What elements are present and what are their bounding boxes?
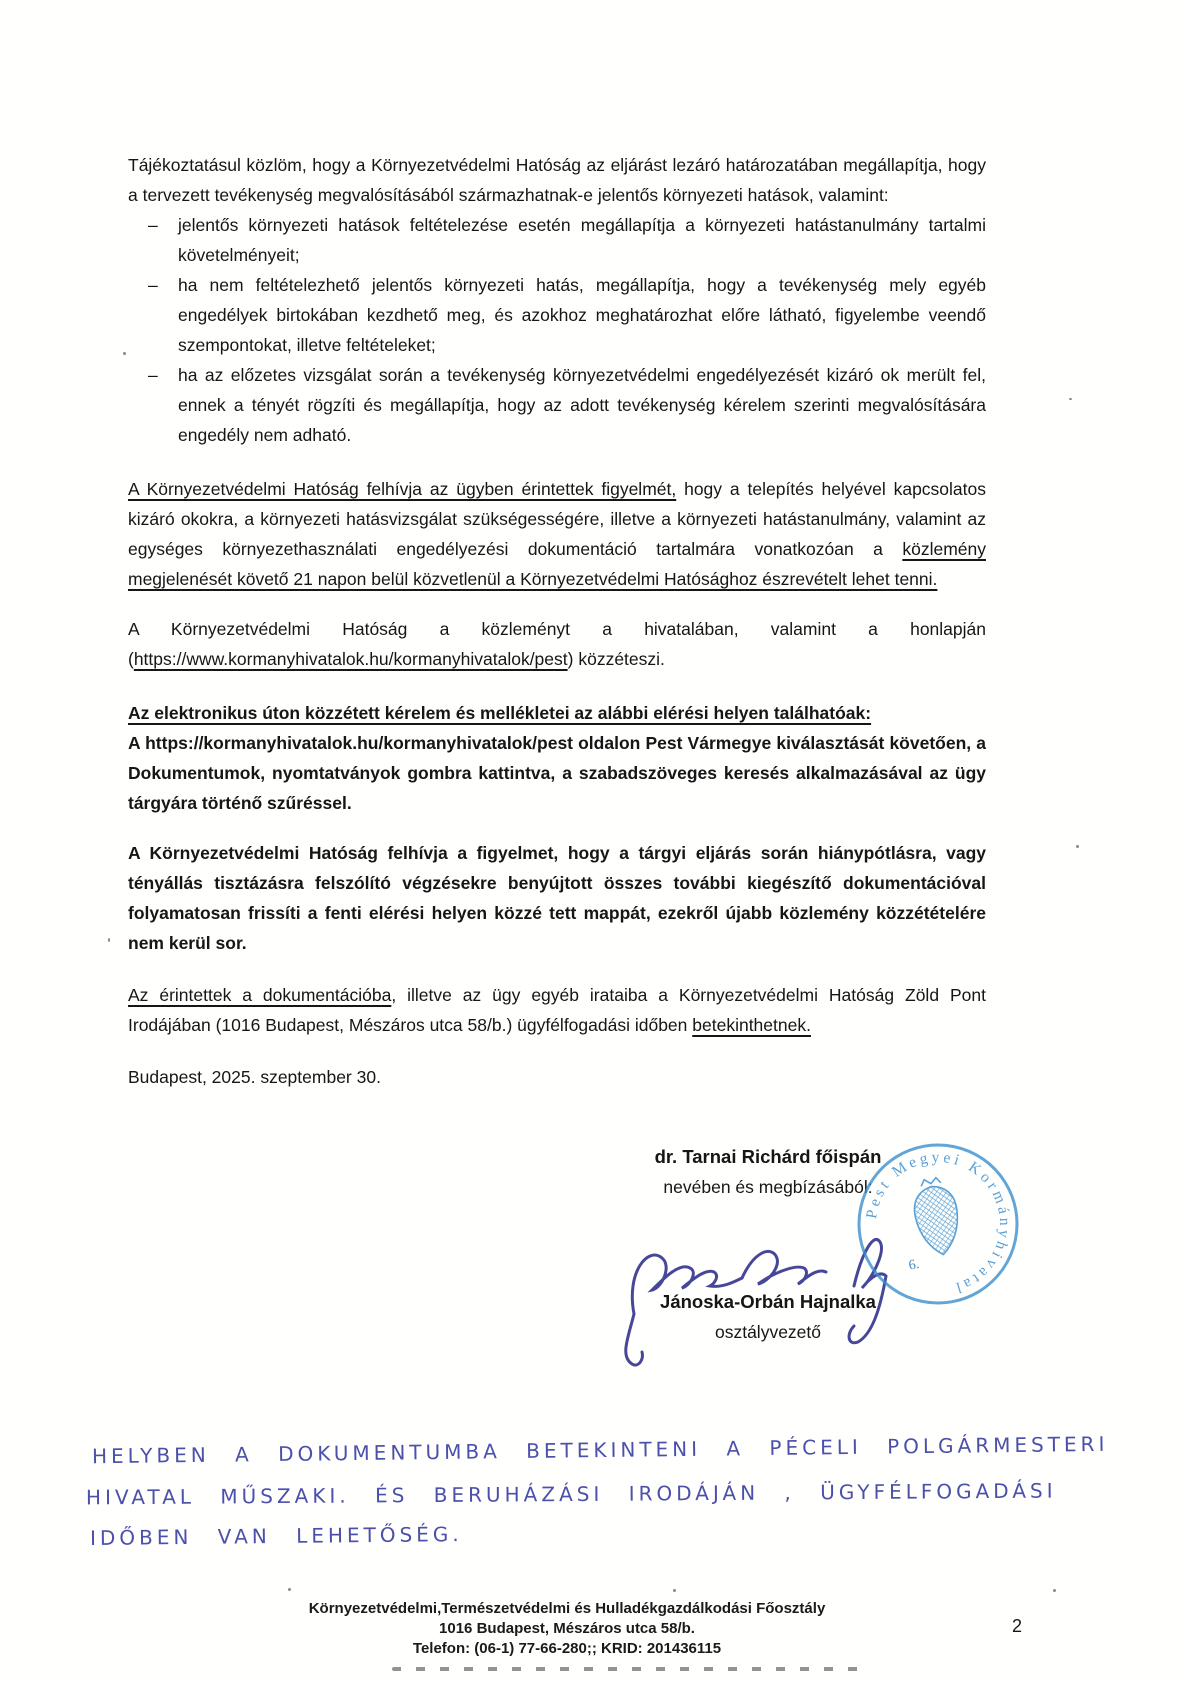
plain-text: A Környezetvédelmi Hatóság a közleményt a hivatalában, valamint a honlapján ( bbox=[128, 619, 986, 669]
handwritten-note-line: HELYBEN A DOKUMENTUMBA BETEKINTENI A PÉCELI POLGÁRMESTERI bbox=[91, 1431, 1109, 1469]
scan-speck bbox=[1053, 1589, 1056, 1592]
url-text: https://www.kormanyhivatalok.hu/kormanyhivatalok/pest bbox=[133, 649, 568, 669]
list-item bbox=[128, 210, 986, 270]
official-stamp bbox=[827, 1113, 1049, 1335]
clipped-footer-line bbox=[392, 1667, 862, 1671]
notice-paragraph bbox=[128, 474, 986, 594]
stamp-ring-text: Pest Megyei Kormányhivatal bbox=[863, 1148, 1014, 1297]
publish-paragraph bbox=[128, 614, 986, 674]
underlined-text: betekinthetnek. bbox=[692, 1015, 811, 1035]
plain-text: hogy a telepítés helyével kapcsolatos kizáró okokra, a környezeti hatásvizsgálat szükségességére, illetve a környezeti hatástanulmány, valamint az egységes környezethasználati engedélyezési dokumentáció tartalmára vonatkozóan a bbox=[128, 479, 986, 559]
list-item bbox=[128, 270, 986, 360]
handwritten-note-line: IDŐBEN VAN LEHETŐSÉG. bbox=[89, 1522, 463, 1550]
scan-speck bbox=[108, 938, 110, 942]
scan-speck bbox=[1076, 845, 1079, 848]
footer-department: Környezetvédelmi,Természetvédelmi és Hulladékgazdálkodási Főosztály bbox=[308, 1600, 826, 1617]
scan-speck bbox=[673, 1589, 676, 1592]
letter-body bbox=[128, 150, 986, 1092]
bullet-text: ha nem feltételezhető jelentős környezeti hatás, megállapítja, hogy a tevékenység mely egyéb engedélyek birtokában kezdhető meg, és azokhoz meghatározhat előre látható, figyelembe veendő szempontokat, illetve feltételeket; bbox=[178, 275, 986, 355]
scan-speck bbox=[288, 1588, 291, 1591]
electronic-section-body: A https://kormanyhivatalok.hu/kormanyhivatalok/pest oldalon Pest Vármegye kiválasztását követően, a Dokumentumok, nyomtatványok gombra kattintva, a szabadszöveges keresés alkalmazásával az ügy tárgyára történő szűréssel. bbox=[128, 733, 986, 813]
warning-paragraph: A Környezetvédelmi Hatóság felhívja a figyelmet, hogy a tárgyi eljárás során hiánypótlásra, vagy tényállás tisztázásra felszólító végzésekre benyújtott összes további kiegészítő dokumentációval folyamatosan frissíti a fenti elérési helyen közzé tett mappát, ezekről újabb közlemény közzétételére nem kerül sor. bbox=[128, 843, 986, 953]
scan-speck bbox=[1069, 398, 1072, 400]
intro-paragraph: Tájékoztatásul közlöm, hogy a Környezetvédelmi Hatóság az eljárást lezáró határozatában megállapítja, hogy a tervezett tevékenység megvalósításából származhatnak-e jelentős környezeti hatások, valamint: bbox=[128, 155, 986, 205]
on-behalf-text: nevében és megbízásából: bbox=[663, 1177, 873, 1197]
footer-block bbox=[0, 1599, 1162, 1659]
bullet-text: ha az előzetes vizsgálat során a tevékenység környezetvédelmi engedélyezését kizáró ok merült fel, ennek a tényét rögzíti és megállapítja, hogy az adott tevékenység kérelem szerinti megvalósítására engedély nem adható. bbox=[178, 365, 986, 445]
stamp-number: 6. bbox=[907, 1256, 921, 1274]
stamp-coat-of-arms bbox=[909, 1175, 964, 1258]
bullet-dash: – bbox=[148, 215, 158, 235]
signer-title: osztályvezető bbox=[714, 1322, 822, 1342]
principal-name: dr. Tarnai Richárd főispán bbox=[654, 1146, 882, 1167]
dateline: Budapest, 2025. szeptember 30. bbox=[128, 1067, 381, 1087]
handwritten-note-line: HIVATAL MŰSZAKI. ÉS BERUHÁZÁSI IRODÁJÁN , ÜGYFÉLFOGADÁSI bbox=[85, 1478, 1057, 1510]
footer-phone-krid: Telefon: (06-1) 77-66-280;; KRID: 201436115 bbox=[412, 1640, 722, 1657]
scan-speck bbox=[123, 352, 126, 355]
plain-text: , illetve az ügy egyéb irataiba a Környezetvédelmi Hatóság Zöld Pont Irodájában (1016 Budapest, Mészáros utca 58/b.) ügyfélfogadási időben bbox=[128, 985, 986, 1035]
underlined-text: közlemény megjelenését követő 21 napon belül közvetlenül a Környezetvédelmi Hatósághoz észrevételt lehet tenni. bbox=[128, 539, 986, 589]
bullet-dash: – bbox=[148, 365, 158, 385]
plain-text: ) közzéteszi. bbox=[567, 649, 665, 669]
bullet-text: jelentős környezeti hatások feltételezése esetén megállapítja a környezeti hatástanulmány tartalmi követelményeit; bbox=[178, 215, 986, 265]
list-item bbox=[128, 360, 986, 450]
page-number: 2 bbox=[1012, 1616, 1023, 1636]
underlined-text: Az érintettek a dokumentációba bbox=[128, 985, 392, 1005]
footer-address: 1016 Budapest, Mészáros utca 58/b. bbox=[439, 1620, 695, 1637]
signer-name: Jánoska-Orbán Hajnalka bbox=[660, 1291, 876, 1312]
inspect-paragraph bbox=[128, 980, 986, 1040]
underlined-text: A Környezetvédelmi Hatóság felhívja az ügyben érintettek figyelmét, bbox=[128, 479, 677, 499]
bullet-list bbox=[128, 210, 986, 450]
bullet-dash: – bbox=[148, 275, 158, 295]
electronic-section-heading: Az elektronikus úton közzétett kérelem és mellékletei az alábbi elérési helyen találhatóak: bbox=[128, 703, 872, 723]
